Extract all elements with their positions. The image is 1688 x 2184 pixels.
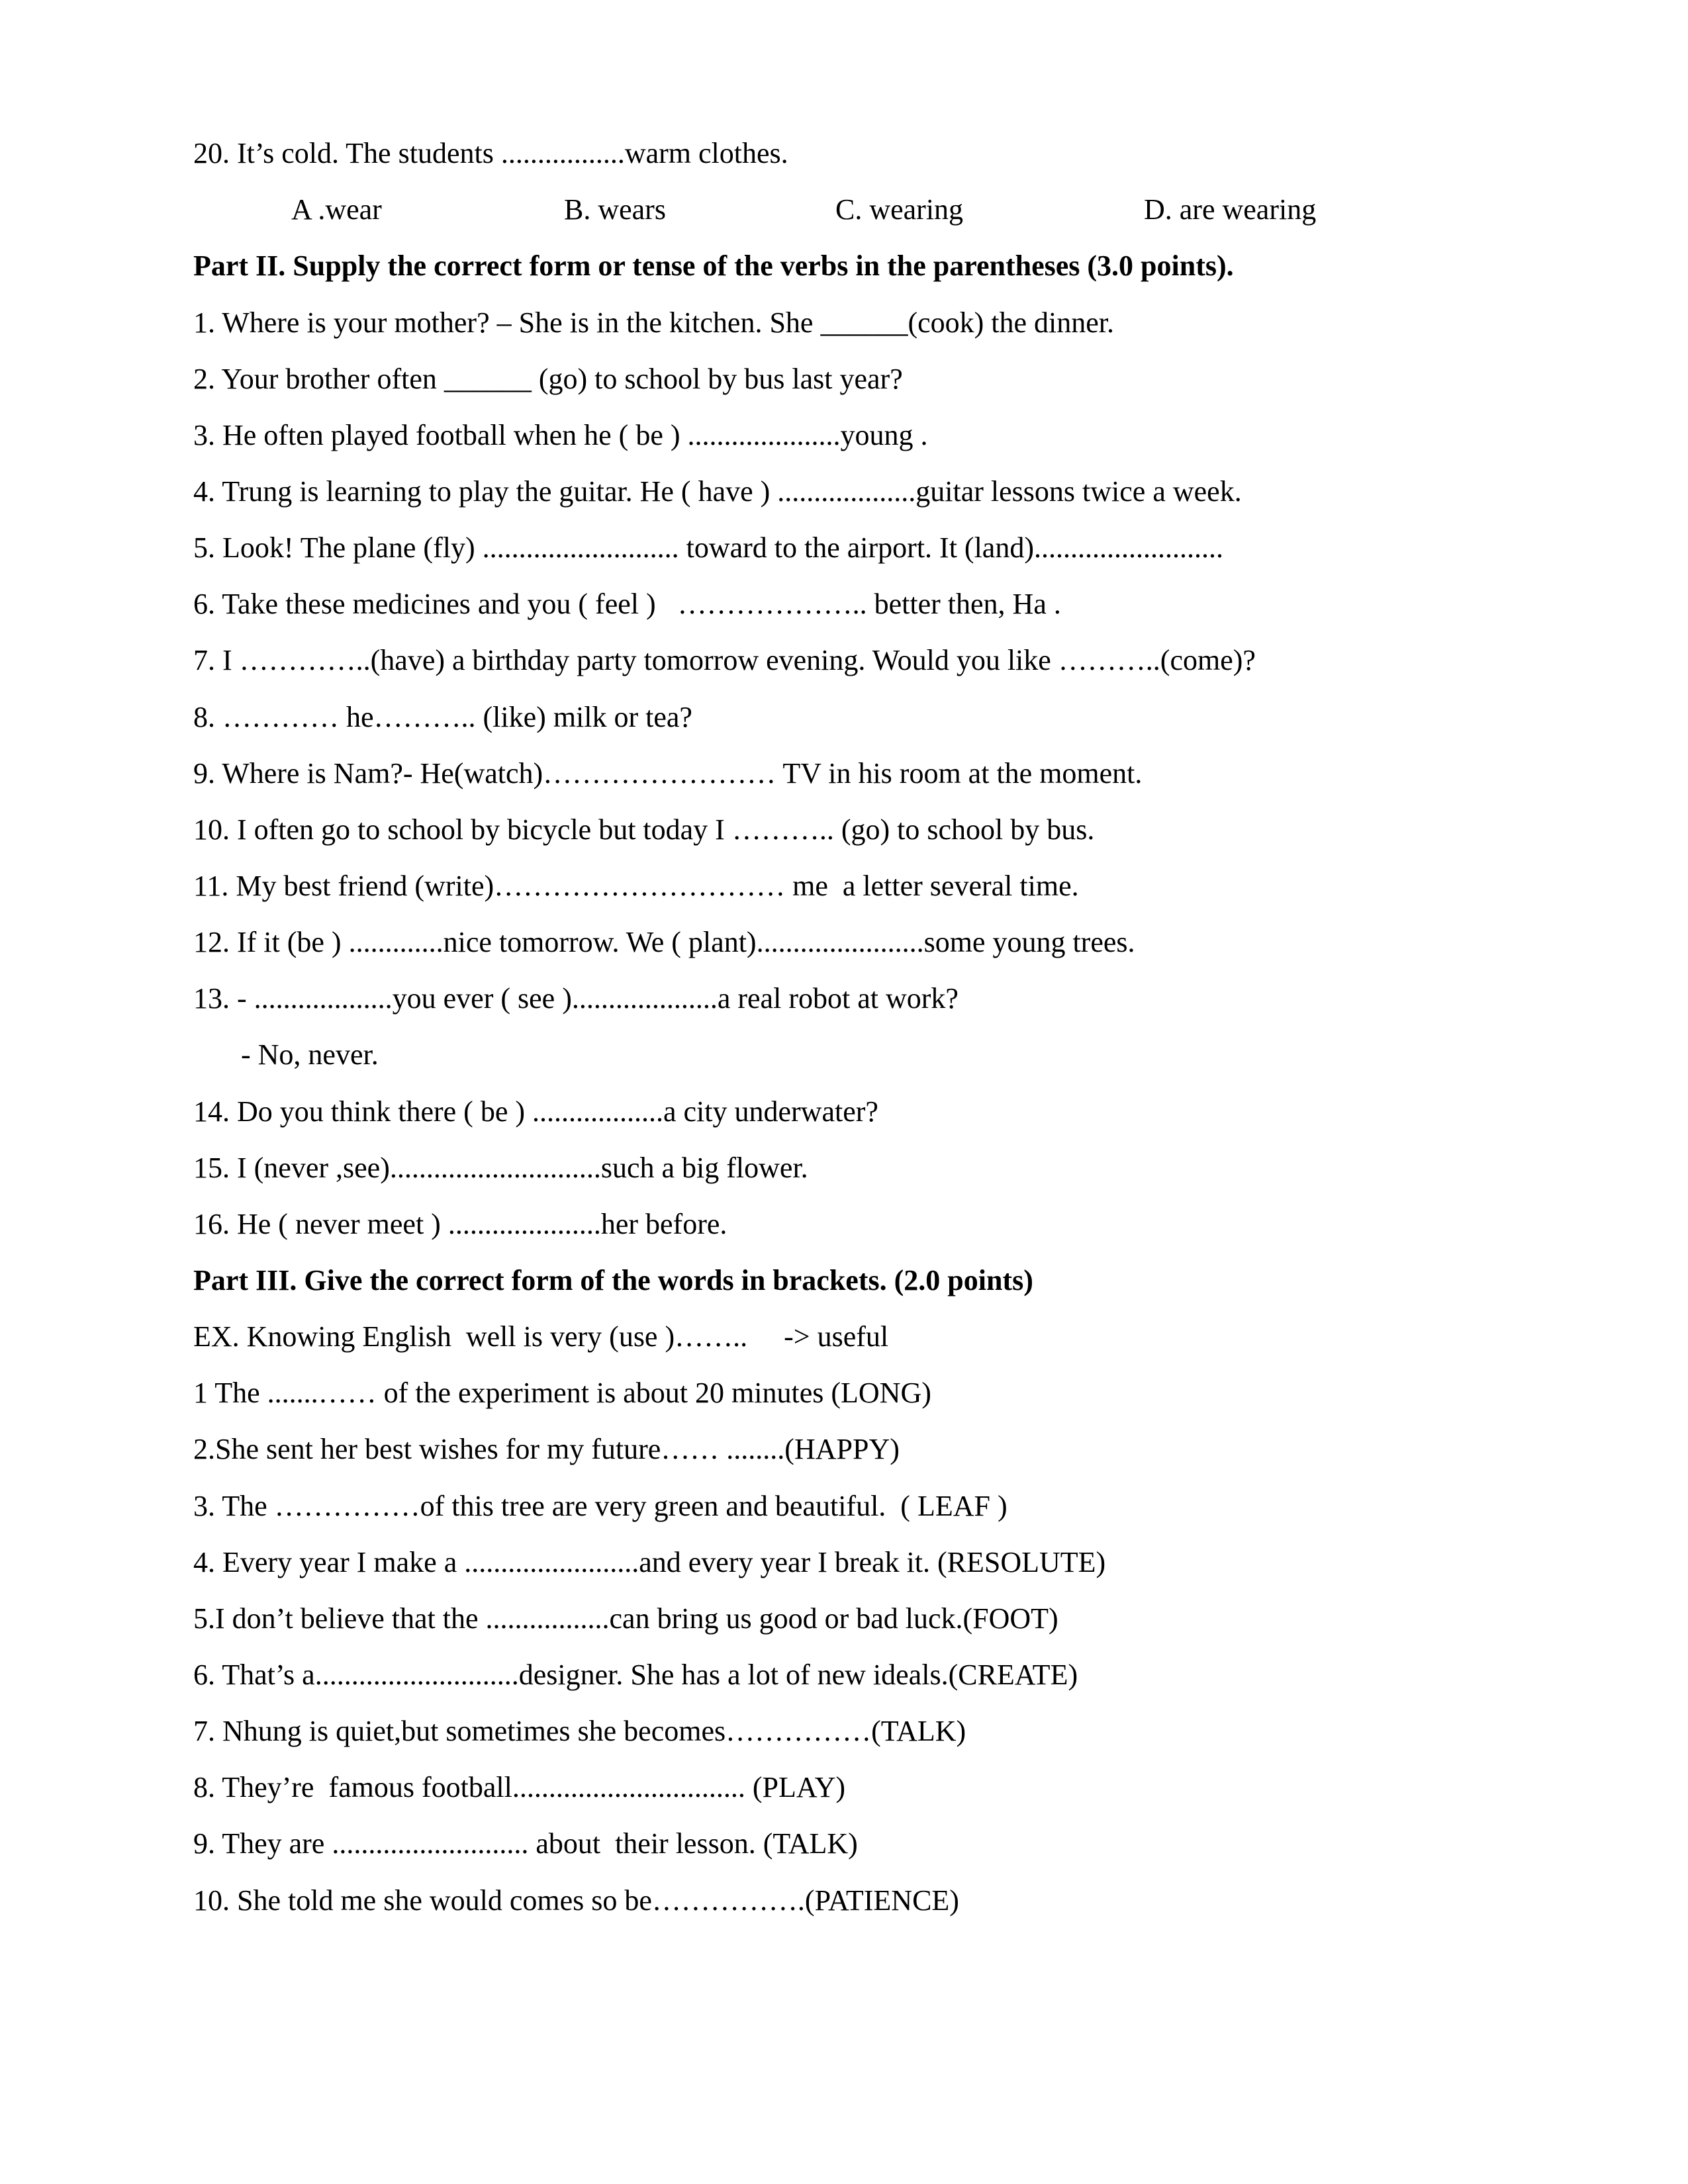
part2-item: 5. Look! The plane (fly) ........................... toward to the airport. It (land).......................... — [193, 531, 1223, 564]
part2-item: 12. If it (be ) .............nice tomorrow. We ( plant).......................some young trees. — [193, 926, 1135, 958]
part2-item: 11. My best friend (write)………………………… me a letter several time. — [193, 870, 1079, 902]
part2-item: 9. Where is Nam?- He(watch)…………………… TV in his room at the moment. — [193, 757, 1143, 790]
part3-example: EX. Knowing English well is very (use )…….. -> useful — [193, 1320, 889, 1353]
part2-item: 10. I often go to school by bicycle but today I ……….. (go) to school by bus. — [193, 813, 1095, 846]
part2-item: 6. Take these medicines and you ( feel ) ……………….. better then, Ha . — [193, 588, 1061, 620]
option-c: C. wearing — [835, 193, 964, 226]
part3-item: 4. Every year I make a ........................and every year I break it. (RESOLUTE) — [193, 1546, 1106, 1578]
part2-item: 14. Do you think there ( be ) ..................a city underwater? — [193, 1095, 878, 1128]
option-b: B. wears — [564, 193, 666, 226]
part2-item: 2. Your brother often ______ (go) to school by bus last year? — [193, 363, 903, 395]
part3-item: 8. They’re famous football................................ (PLAY) — [193, 1771, 845, 1803]
part3-item: 1 The .......…… of the experiment is about 20 minutes (LONG) — [193, 1377, 931, 1409]
part2-heading: Part II. Supply the correct form or tense of the verbs in the parentheses (3.0 points). — [193, 250, 1234, 282]
part3-heading: Part III. Give the correct form of the words in brackets. (2.0 points) — [193, 1264, 1033, 1297]
part3-item: 10. She told me she would comes so be…………….(PATIENCE) — [193, 1884, 959, 1917]
part3-item: 2.She sent her best wishes for my future…… ........(HAPPY) — [193, 1433, 900, 1465]
part2-item: 16. He ( never meet ) .....................her before. — [193, 1208, 727, 1240]
part3-item: 5.I don’t believe that the .................can bring us good or bad luck.(FOOT) — [193, 1602, 1058, 1635]
part2-item: 7. I …………..(have) a birthday party tomorrow evening. Would you like ………..(come)? — [193, 644, 1256, 676]
part2-item: - No, never. — [241, 1038, 379, 1071]
part2-item: 8. ………… he……….. (like) milk or tea? — [193, 701, 692, 733]
part2-item: 3. He often played football when he ( be ) .....................young . — [193, 419, 928, 451]
option-d: D. are wearing — [1144, 193, 1317, 226]
part2-item: 15. I (never ,see).............................such a big flower. — [193, 1152, 808, 1184]
question-20: 20. It’s cold. The students .................warm clothes. — [193, 137, 788, 169]
part3-item: 7. Nhung is quiet,but sometimes she becomes……………(TALK) — [193, 1715, 966, 1747]
option-a: A .wear — [291, 193, 382, 226]
part2-item: 13. - ...................you ever ( see )....................a real robot at work? — [193, 982, 959, 1015]
part3-item: 3. The ……………of this tree are very green and beautiful. ( LEAF ) — [193, 1490, 1008, 1522]
part2-item: 4. Trung is learning to play the guitar. He ( have ) ...................guitar lessons twice a week. — [193, 475, 1242, 508]
part3-item: 9. They are ........................... about their lesson. (TALK) — [193, 1827, 858, 1860]
part2-item: 1. Where is your mother? – She is in the kitchen. She ______(cook) the dinner. — [193, 306, 1115, 339]
part3-item: 6. That’s a............................designer. She has a lot of new ideals.(CREATE) — [193, 1659, 1078, 1691]
